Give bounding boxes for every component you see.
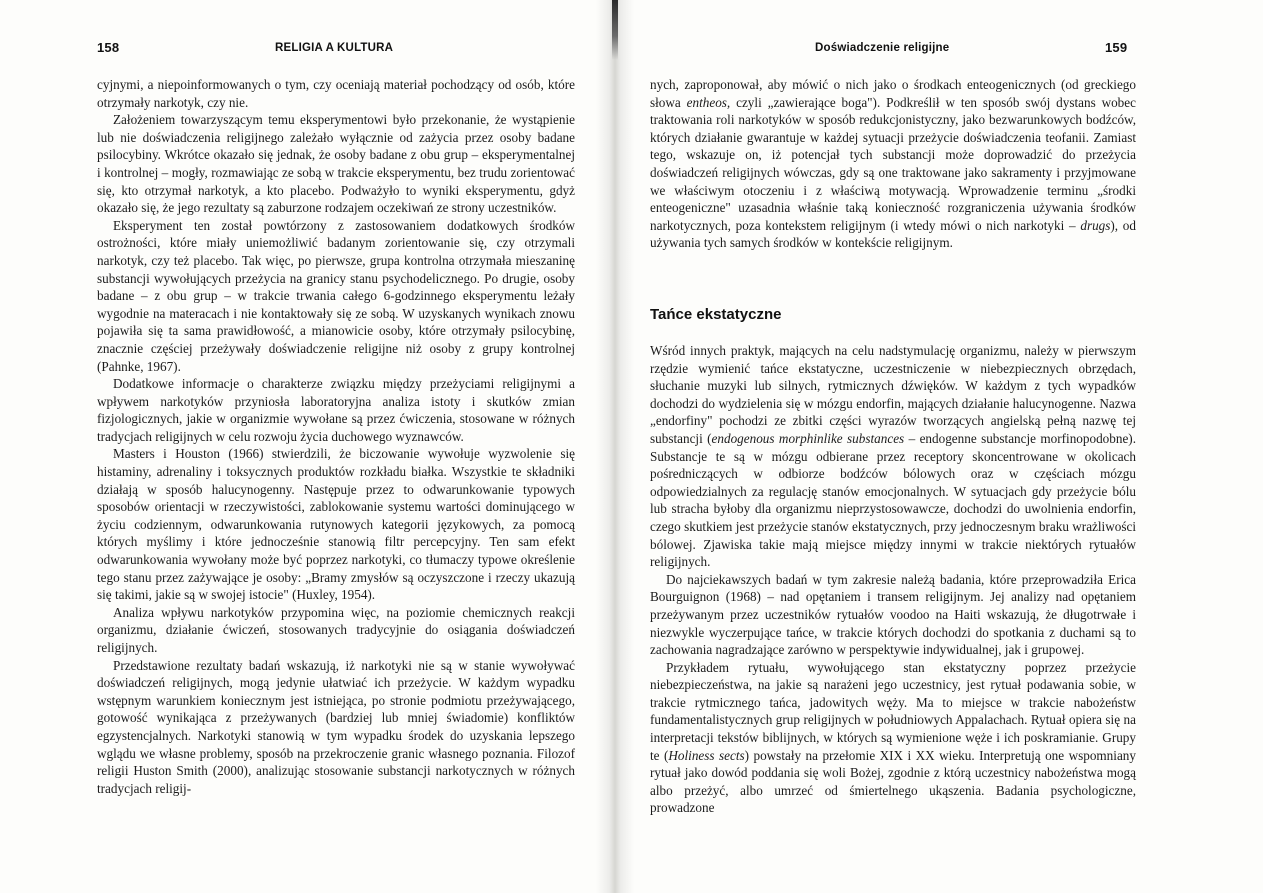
left-running-head: RELIGIA A KULTURA	[275, 42, 394, 54]
right-paragraph-1: nych, zaproponował, aby mówić o nich jako o środkach enteogenicznych (od greckiego słowa entheos, czyli „zawierające boga"). Podkreślił w ten sposób swój dystans wobec traktowania roli narkotyków w sposób redukcjonistyczny, jako bezwarunkowych bodźców, których działanie gwarantuje w każdej sytuacji przeżycie doświadczenia teofanii. Zamiast tego, wskazuje on, iż potencjał tych substancji może doprowadzić do przeżycia doświadczeń religijnych wówczas, gdy są one traktowane jako sakramenty i przyjmowane we właściwym otoczeniu i z właściwą motywacją. Wprowadzenie terminu „środki enteogeniczne" uzasadnia właśnie taką konieczność rozgraniczenia używania środków narkotycznych, poza kontekstem religijnym (i wtedy mówi o nich narkotyki – drugs), od używania tych samych środków w kontekście religijnym.	[650, 77, 1136, 251]
left-paragraph-2: Założeniem towarzyszącym temu eksperymentowi było przekonanie, że wystąpienie lub nie doświadczenia religijnego zależało wyłącznie od zażycia przez osoby badane psilocybiny. Wkrótce okazało się jednak, że osoby badane z obu grup – eksperymentalnej i kontrolnej – mogły, rozmawiając ze sobą w trakcie eksperymentu, bez trudu zorientować się, kto otrzymał narkotyk, a kto placebo. Podważyło to wyniki eksperymentu, gdyż okazało się, że jego rezultaty są zaburzone rodzajem oczekiwań ze strony uczestników.	[97, 112, 575, 216]
right-body-text-top	[650, 76, 1136, 252]
book-gutter	[596, 0, 634, 893]
right-page	[634, 0, 1263, 893]
right-page-number: 159	[1105, 40, 1128, 55]
left-paragraph-3: Eksperyment ten został powtórzony z zastosowaniem dodatkowych środków ostrożności, które miały uniemożliwić badanym zorientowanie się, czy otrzymali narkotyk, czy też placebo. Tak więc, po pierwsze, grupa kontrolna otrzymała mieszaninę substancji wywołujących przeżycia na granicy stanu psychodelicznego. Po drugie, osoby badane – z obu grup – w trakcie trwania całego 6-godzinnego eksperymentu leżały wygodnie na materacach i nie kontaktowały się ze sobą. W uzyskanych wynikach znowu pojawiła się ta sama prawidłowość, a mianowicie osoby, które otrzymały psilocybinę, znacznie częściej przeżywały doświadczenie religijne niż osoby z grupy kontrolnej (Pahnke, 1967).	[97, 217, 575, 374]
right-body-text-bottom	[650, 342, 1136, 817]
left-page	[0, 0, 596, 893]
right-running-head: Doświadczenie religijne	[815, 42, 950, 54]
binding-shadow	[612, 0, 618, 60]
left-paragraph-7: Przedstawione rezultaty badań wskazują, iż narkotyki nie są w stanie wywoływać doświadczeń religijnych, mogą jedynie ułatwiać ich przeżycie. W każdym wypadku wstępnym warunkiem koniecznym jest istniejąca, po stronie podmiotu przeżywającego, gotowość wynikająca z przeżywanych (bardziej lub mniej świadomie) konfliktów egzystencjalnych. Narkotyki stanowią w tym wypadku środek do uzyskania lepszego wglądu we własne problemy, sposób na przekroczenie granic własnego poznania. Filozof religii Huston Smith (2000), analizując stosowanie substancji narkotycznych w różnych tradycjach religij-	[97, 657, 575, 796]
left-page-number: 158	[97, 40, 120, 55]
left-paragraph-5: Masters i Houston (1966) stwierdzili, że biczowanie wywołuje wyzwolenie się histaminy, adrenaliny i toksycznych produktów rozkładu białka. Wszystkie te składniki działają w sposób halucynogenny. Następuje przez to odwarunkowanie typowych sposobów orientacji w rzeczywistości, zablokowanie systemu wartości dominującego w życiu codziennym, odwarunkowania rutynowych kategorii językowych, za pomocą których myślimy i które jednocześnie stanowią filtr percepcyjny. Ten sam efekt odwarunkowania wywołany może być poprzez narkotyki, co tłumaczy typowe określenie tego stanu przez zażywające je osoby: „Bramy zmysłów są oczyszczone i rzeczy ukazują się takimi, jakie są w swojej istocie" (Huxley, 1954).	[97, 446, 575, 603]
left-body-text	[97, 76, 575, 797]
left-paragraph-1: cyjnymi, a niepoinformowanych o tym, czy oceniają materiał pochodzący od osób, które otrzymały narkotyk, czy nie.	[97, 77, 575, 110]
right-paragraph-4: Przykładem rytuału, wywołującego stan ekstatyczny poprzez przeżycie niebezpieczeństwa, na jakie są narażeni jego uczestnicy, jest rytuał podawania sobie, w trakcie rytmicznego tańca, jadowitych węży. Ma to miejsce w trakcie nabożeństw fundamentalistycznych grup religijnych w południowych Appalachach. Rytuał opiera się na interpretacji tekstów biblijnych, w których są wymienione węże i ich poskramianie. Grupy te (Holiness sects) powstały na przełomie XIX i XX wieku. Interpretują one wspomniany rytuał jako dowód poddania się woli Bożej, zgodnie z którą uczestnicy nabożeństwa mogą albo przeżyć, albo umrzeć od śmiertelnego ukąszenia. Badania psychologiczne, prowadzone	[650, 659, 1136, 816]
left-paragraph-4: Dodatkowe informacje o charakterze związku między przeżyciami religijnymi a wpływem narkotyków przyniosła laboratoryjna analiza istoty i skutków zmian fizjologicznych, jakie w organizmie wywołane są przez ćwiczenia, stosowane w różnych tradycjach religijnych w celu rozwoju życia duchowego wyznawców.	[97, 376, 575, 444]
right-paragraph-3: Do najciekawszych badań w tym zakresie należą badania, które przeprowadziła Erica Bourguignon (1968) – nad opętaniem i transem religijnym. Jej analizy nad opętaniem przeżywanym przez uczestników rytuałów voodoo na Haiti wskazują, że długotrwałe i niezwykle wyczerpujące tańce, w trakcie których dochodzi do spotkania z duchami są to zachowania nagradzające zarówno w perspektywie indywidualnej, jak i grupowej.	[650, 571, 1136, 658]
section-heading: Tańce ekstatyczne	[650, 306, 782, 323]
left-paragraph-6: Analiza wpływu narkotyków przypomina więc, na poziomie chemicznych reakcji organizmu, działanie ćwiczeń, stosowanych tradycyjnie do osiągania doświadczeń religijnych.	[97, 604, 575, 655]
right-paragraph-2: Wśród innych praktyk, mających na celu nadstymulację organizmu, należy w pierwszym rzędzie wymienić tańce ekstatyczne, uczestniczenie w niebezpiecznych obrzędach, słuchanie muzyki lub silnych, rytmicznych dźwięków. W każdym z tych wypadków dochodzi do wydzielenia się w mózgu endorfin, mających działanie halucynogenne. Nazwa „endorfiny" pochodzi ze zbitki części wyrazów tworzących angielską pełną nazwę tej substancji (endogenous morphinlike substances – endogenne substancje morfinopodobne). Substancje te są w mózgu odbierane przez receptory skoncentrowane w okolicach pośredniczących w odbiorze bodźców bólowych oraz w częściach mózgu odpowiedzialnych za regulację stanów emocjonalnych. W sytuacjach gdy przeżycie bólu lub stracha byłoby dla organizmu nieprzystosowawcze, dochodzi do uwolnienia endorfin, czego skutkiem jest przeżycie stanów ekstatycznych, przy jednoczesnym braku wrażliwości bólowej. Zjawiska takie mają miejsce między innymi w trakcie niektórych rytuałów religijnych.	[650, 343, 1136, 570]
